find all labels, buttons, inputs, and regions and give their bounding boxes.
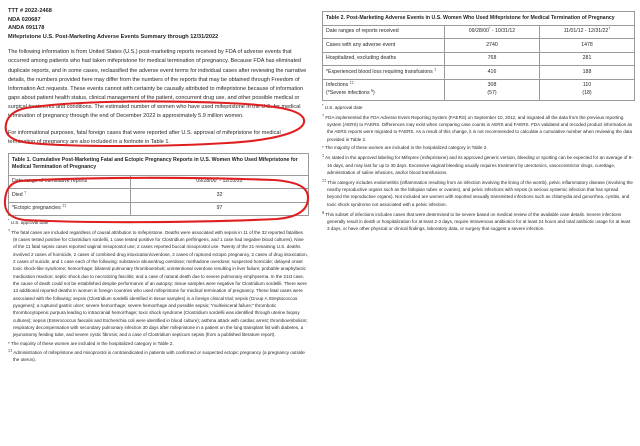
footnote-marker: * xyxy=(322,103,324,108)
table-1 xyxy=(8,153,309,216)
footnote-marker: † xyxy=(8,228,11,233)
footnote-ref: ‡ xyxy=(434,67,437,72)
table-1-title-row xyxy=(9,154,309,175)
document-title: Mifepristone U.S. Post-Marketing Adverse Events Summary through 12/31/2022 xyxy=(8,33,219,40)
table-2-header-period-1: 09/28/00* - 10/31/12 xyxy=(445,25,540,39)
footnote: ‡ As stated in the approved labeling for Mifeprex (mifepristone) and its approved generic version, bleeding or spotting can be expected for an average of 9-16 days, and may last for up to 30 days. Excessive vaginal bleeding usually requires treatment by uterotonics, vasoconstrictor drugs, curettage, administration of saline infusions, and/or blood transfusions. xyxy=(322,153,633,175)
footnote-marker: † xyxy=(322,112,325,117)
header-line-ttt: TTT # 2022-2468 xyxy=(8,8,52,14)
table-2-label-transfusions: *Experienced blood loss requiring transfusions ‡ xyxy=(323,66,445,80)
table-2-value-hospitalized-p1: 768 xyxy=(445,52,540,66)
left-column xyxy=(8,0,308,364)
footnote-ref: * xyxy=(488,26,491,31)
foreign-cases-note: For informational purposes, fatal foreign cases that were reported after U.S. approval of mifepristone for medical termination of pregnancy are also included in a footnote in Table 1. xyxy=(8,130,281,146)
table-2-value-any-adverse-event-p2: 1478 xyxy=(540,39,635,53)
footnote-ref: † xyxy=(608,26,611,31)
document-header xyxy=(8,7,308,41)
table-2-value-transfusions-p1: 416 xyxy=(445,66,540,80)
table-2 xyxy=(322,11,635,101)
table-2-title: Table 2. Post-Marketing Adverse Events in U.S. Women Who Used Mifepristone for Medical Termination of Pregnancy xyxy=(323,12,635,26)
table-2-value-hospitalized-p2: 281 xyxy=(540,52,635,66)
footnote-ref: § xyxy=(370,88,373,93)
footnote: † FDA implemented the FDA Adverse Event Reporting System (FAERS) on September 10, 2012, and migrated all the data from the previous reporting system (AERS) to FAERS. Differences may exist when comparing case counts in AERS and FAERS. FDA validated and recoded product information as the AERS reports were migrated to FAERS. As a result of this change, it is not recommended to calculate a cumulative number when reviewing the data provided in Table 2. xyxy=(322,112,633,142)
footnote-marker: ‡‡ xyxy=(322,178,327,183)
footnote-marker: ‡‡ xyxy=(8,348,13,353)
table-row xyxy=(323,52,635,66)
table-2-header-period-2: 11/01/12 - 12/31/22† xyxy=(540,25,635,39)
table-2-value-infections-p2: 110 (18) xyxy=(540,79,635,100)
footnote-ref: ‡‡ xyxy=(62,203,67,208)
table-2-value-infections-p1: 308 (57) xyxy=(445,79,540,100)
footnote-ref: † xyxy=(24,189,27,194)
footnote: * The majority of these women are included in the hospitalized category in Table 2. xyxy=(8,341,174,347)
table-2-footnotes xyxy=(322,104,634,233)
table-row xyxy=(9,175,309,189)
table-row xyxy=(9,189,309,203)
footnote-marker: ‡ xyxy=(322,153,325,158)
footnote: § This subset of infections includes cases that were determined to be severe based on medical review of the available case details. Severe infections generally result in death or hospitalization for at least 2-3 days, require intravenous antibiotics for at least 24 hours and total antibiotic usage for at least 3 days, or have other physical or clinical findings, laboratory data, or surgery that suggest a severe infection. xyxy=(322,210,631,232)
footnote: * U.S. approval date xyxy=(322,103,363,110)
table-row xyxy=(323,66,635,80)
footnote-marker: * xyxy=(322,145,324,151)
footnote-ref: * xyxy=(216,176,218,181)
table-1-footnotes xyxy=(8,219,308,364)
table-2-label-infections: Infections ‡‡ (*Severe infections §) xyxy=(323,79,445,100)
right-column xyxy=(322,0,634,233)
footnote-marker: * xyxy=(8,218,10,223)
table-2-value-any-adverse-event-p1: 2740 xyxy=(445,39,540,53)
footnote-marker: * xyxy=(8,341,10,347)
table-row xyxy=(323,39,635,53)
table-1-label-died: Died † xyxy=(9,189,131,203)
footnote: ‡‡ Administration of mifepristone and misoprostol is contraindicated in patients with confirmed or suspected ectopic pregnancy (a pregnancy outside the uterus). xyxy=(8,348,305,363)
table-2-header-date-ranges: Date ranges of reports received xyxy=(323,25,445,39)
table-row xyxy=(323,79,635,100)
table-2-title-row xyxy=(323,12,635,26)
footnote-ref: ‡‡ xyxy=(349,80,354,85)
table-1-value-ectopic: 97 xyxy=(131,202,309,216)
table-2-value-transfusions-p2: 188 xyxy=(540,66,635,80)
table-1-label-ectopic: *Ectopic pregnancies ‡‡ xyxy=(9,202,131,216)
table-2-label-hospitalized: Hospitalized, excluding deaths xyxy=(323,52,445,66)
header-line-nda: NDA 020687 xyxy=(8,16,41,23)
footnote: * U.S. approval date xyxy=(8,218,49,225)
footnote-marker: § xyxy=(322,210,325,215)
header-line-anda: ANDA 091178 xyxy=(8,25,45,32)
table-2-header-row xyxy=(323,25,635,39)
table-row xyxy=(9,202,309,216)
table-1-label-date-range: Date range of cumulative reports xyxy=(9,175,131,189)
table-1-value-date-range: 09/28/00* - 12/31/22 xyxy=(131,175,309,189)
table-2-label-any-adverse-event: Cases with any adverse event xyxy=(323,39,445,53)
table-1-value-died: 32 xyxy=(131,189,309,203)
footnote: ‡‡ This category includes endometritis (inflammation resulting from an infection involving the lining of the womb), pelvic inflammatory disease (involving the nearby reproductive organs such as the fallopian tubes or ovaries), and pelvic infections with sepsis (a serious systemic infection that has spread beyond the reproductive organs). Not included are women with reported sexually transmitted infections such as chlamydia and gonorrhea, cystitis, and toxic shock syndrome not associated with a pelvic infection. xyxy=(322,178,633,207)
intro-paragraph: The following information is from United States (U.S.) post-marketing reports received by FDA of adverse events that occurred among patients who had taken mifepristone for medical termination of pregnancy. Because FDA has eliminated duplicate reports, and in some cases, reclassified the adverse event terms for individual cases after reviewing the narrative details, the numbers provided here may differ from the numbers of the reports that may be obtained through Freedom of Information Act requests. These events cannot with certainty be causally attributed to mifepristone because of information gaps about patient health status, clinical management of the patient, concurrent drug use, and other possible medical or surgical treatments and conditions. The estimated number of women who have used mifepristone in the U.S. for medical termination of pregnancy through the end of December 2022 is approximately 5.9 million women. xyxy=(8,49,307,120)
footnote: † The fatal cases are included regardless of causal attribution to mifepristone. Deaths were associated with sepsis in 11 of the 32 reported fatalities (9 cases tested positive for Clostridium sordellii, 1 case tested positive for Clostridium perfringens, and 1 case had negative blood cultures). Nine of the 11 fatal sepsis cases reported vaginal misoprostol use; 2 cases reported buccal misoprostol use. Twenty of the 21 remaining U.S. deaths involved 2 cases of homicide, 2 cases of combined drug intoxication/overdose, 2 cases of ruptured ectopic pregnancy, 2 cases of drug intoxication, 2 cases of suicide, and 1 case each of the following: substance abuse/drug overdose; methadone overdose; suspected homicide; delayed onset toxic shock-like syndrome; hemorrhage; bilateral pulmonary thromboemboli; unintentional overdose resulting in liver failure; probable anaphylactic medication reaction; septic shock due to necrotizing fasciitis; and a case of natural death due to severe pulmonary emphysema. In the 21st case, the cause of death could not be established despite performance of an autopsy; tissue samples were negative for Clostridium sordellii. There were 13 additional reported deaths in women in foreign countries who used mifepristone for medical termination of pregnancy. These fatal cases were associated with the following: sepsis (Clostridium sordellii identified in tissue samples) in a foreign clinical trial; sepsis (Group A Streptococcus pyogenes); a ruptured gastric ulcer; severe hemorrhage; severe hemorrhage and possible sepsis; "multivisceral failure;" thrombotic thrombocytopenic purpura leading to intracranial hemorrhage; toxic shock syndrome (Clostridium sordellii was identified through uterine biopsy cultures); sepsis (Enterococcus faecalis and Escherichia coli were identified in blood culture); asthma attack with cardiac arrest; thromboembolism; respiratory decompensation with secondary pulmonary infection 30 days after mifepristone in a patient on the lung transplant list with diabetes, a jejunostomy feeding tube, and severe cystic fibrosis; and a case of Clostridium septicum sepsis (from a published literature report). xyxy=(8,228,308,338)
footnote: * The majority of these women are included in the hospitalized category in Table 2. xyxy=(322,145,488,151)
table-1-title: Table 1. Cumulative Post-Marketing Fatal and Ectopic Pregnancy Reports in U.S. Women Who Used Mifepristone for Medical Termination of Pregnancy xyxy=(9,154,309,175)
